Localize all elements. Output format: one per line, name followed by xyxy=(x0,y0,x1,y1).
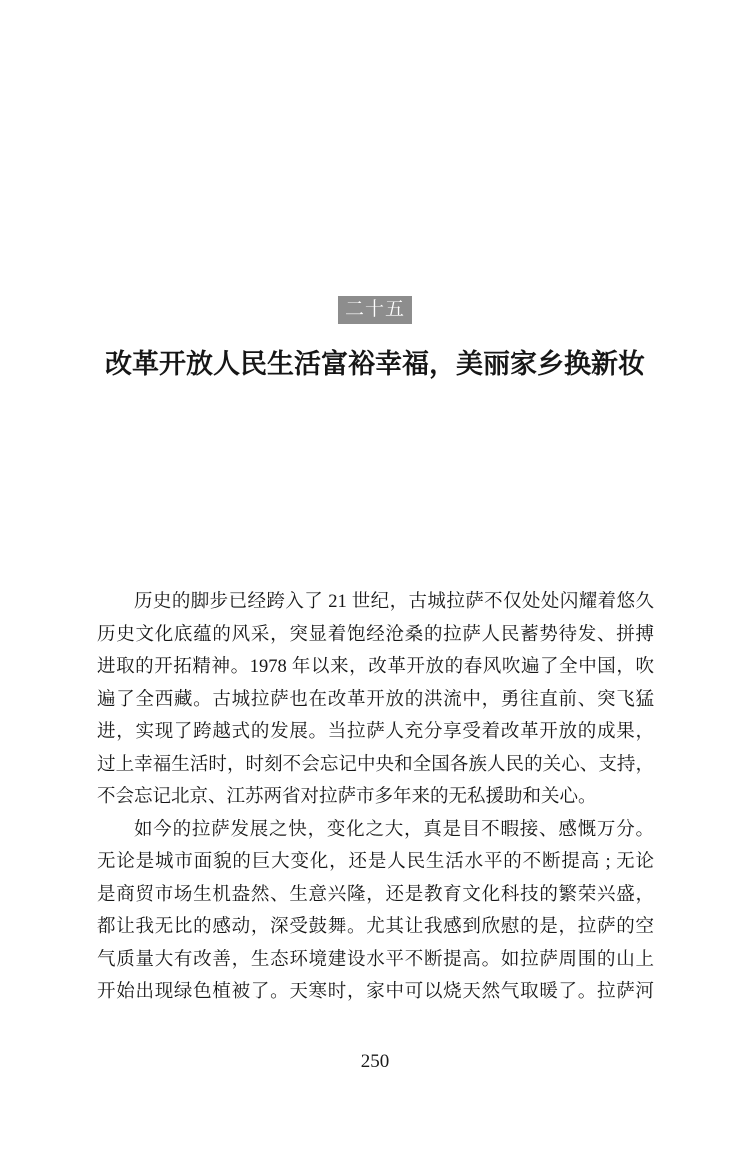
text-line: 无论是城市面貌的巨大变化，还是人民生活水平的不断提高 ; 无论 xyxy=(97,852,654,872)
text-line: 如今的拉萨发展之快，变化之大，真是目不暇接、感慨万分。 xyxy=(134,819,654,840)
body-text xyxy=(97,586,654,1009)
text-line: 都让我无比的感动，深受鼓舞。尤其让我感到欣慰的是，拉萨的空 xyxy=(97,917,654,937)
text-line: 进取的开拓精神。1978 年以来，改革开放的春风吹遍了全中国，吹 xyxy=(97,657,654,677)
paragraph-2 xyxy=(97,814,654,1009)
text-line: 遍了全西藏。古城拉萨也在改革开放的洪流中，勇往直前、突飞猛 xyxy=(97,689,654,710)
page-number: 250 xyxy=(360,1051,390,1072)
text-line: 不会忘记北京、江苏两省对拉萨市多年来的无私援助和关心。 xyxy=(97,787,597,807)
text-line: 历史文化底蕴的风采，突显着饱经沧桑的拉萨人民蓄势待发、拼搏 xyxy=(97,624,654,645)
text-line: 是商贸市场生机盎然、生意兴隆，还是教育文化科技的繁荣兴盛， xyxy=(97,884,654,905)
text-line: 开始出现绿色植被了。天寒时，家中可以烧天然气取暖了。拉萨河 xyxy=(97,982,654,1002)
text-line: 历史的脚步已经跨入了 21 世纪，古城拉萨不仅处处闪耀着悠久 xyxy=(134,592,654,612)
text-line: 进，实现了跨越式的发展。当拉萨人充分享受着改革开放的成果， xyxy=(97,722,654,742)
paragraph-1 xyxy=(97,586,654,814)
chapter-title: 改革开放人民生活富裕幸福，美丽家乡换新妆 xyxy=(105,349,645,379)
text-line: 气质量大有改善，生态环境建设水平不断提高。如拉萨周围的山上 xyxy=(97,949,654,970)
text-line: 过上幸福生活时，时刻不会忘记中央和全国各族人民的关心、支持， xyxy=(97,754,654,775)
chapter-number-badge: 二十五 xyxy=(338,296,412,324)
